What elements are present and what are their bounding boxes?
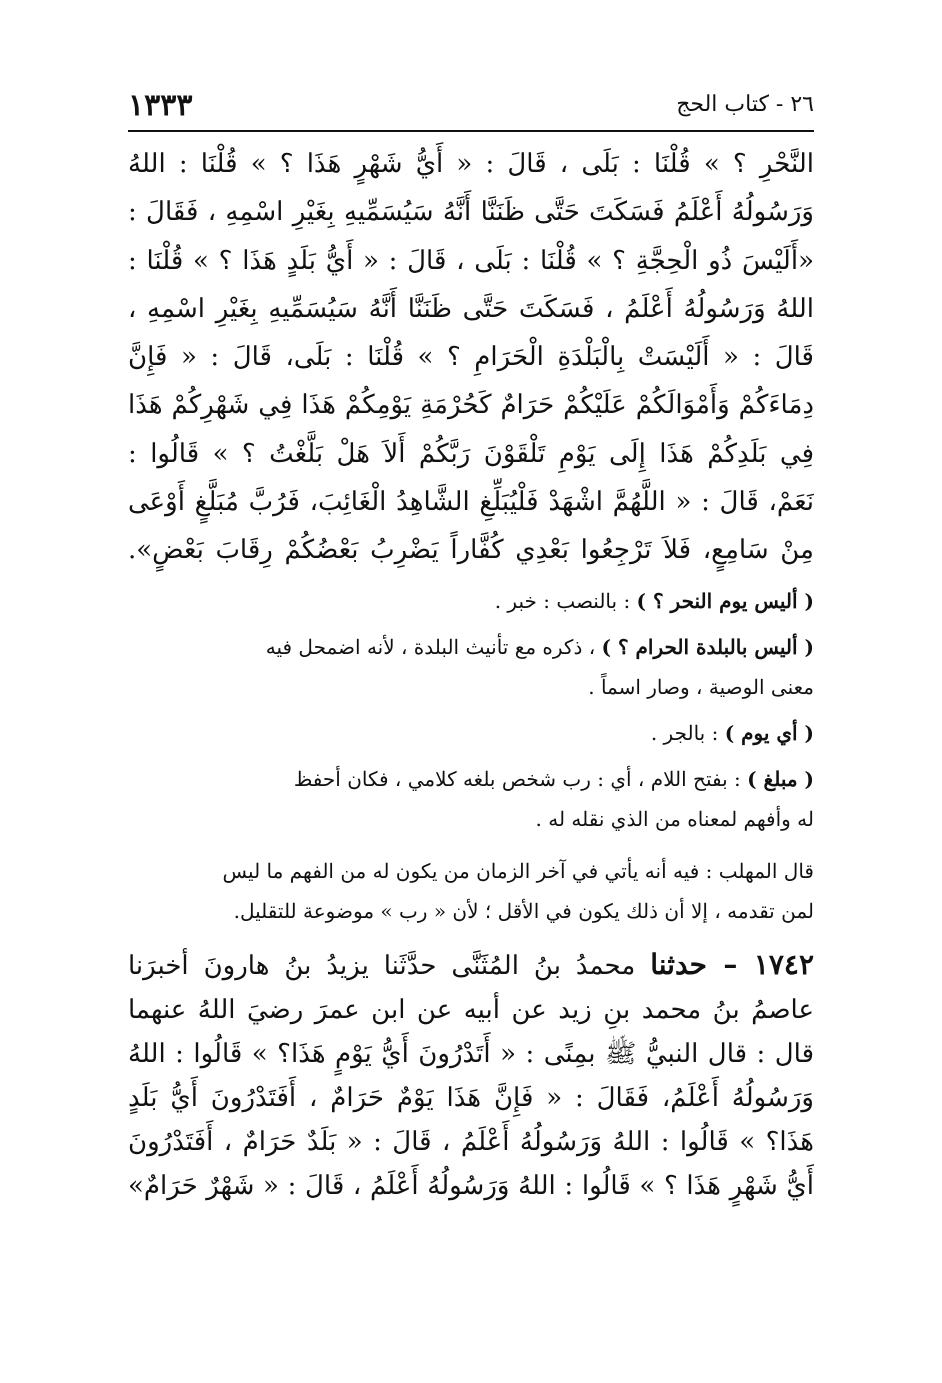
hadith-line: «أَلَيْسَ ذُو الْحِجَّةِ ؟ » قُلْنَا : بَلَى ، قَالَ : « أَيُّ بَلَدٍ هَذَا ؟ » قُلْنَا : <box>128 245 814 276</box>
hadith-line: مِنْ سَامِعٍ، فَلاَ تَرْجِعُوا بَعْدِي كُفَّاراً يَضْرِبُ بَعْضُكُمْ رِقَابَ بَعْضٍ». <box>128 535 814 566</box>
note-text: : بالنصب : خبر . <box>494 588 637 613</box>
hadith-line: قَالَ : « أَلَيْسَتْ بِالْبَلْدَةِ الْحَرَامِ ؟ » قُلْنَا : بَلَى، قَالَ : « فَإِنَّ <box>128 342 814 373</box>
note-text: : بفتح اللام ، أي : رب شخص بلغه كلامي ، فكان أحفظ <box>293 766 748 791</box>
hadith-line: وَرَسُولُهُ أَعْلَمُ، فَقَالَ : « فَإِنَّ هَذَا يَوْمٌ حَرَامٌ ، أَفَتَدْرُونَ أَيُّ بَلَدٍ <box>128 1082 814 1113</box>
hadith-1742 <box>128 943 814 1208</box>
note <box>128 713 814 753</box>
running-title: ٢٦ - كتاب الحج <box>676 92 814 117</box>
note-text: : بالجر . <box>650 720 725 745</box>
note-keyword: ( مبلغ ) <box>747 766 814 791</box>
note <box>128 759 814 839</box>
note-text: ، ذكره مع تأنيث البلدة ، لأنه اضمحل فيه <box>265 634 602 659</box>
note <box>128 581 814 621</box>
hadith-text: محمدُ بنُ المُثَنَّى حدَّثَنا يزيدُ بنُ هارونَ أخبرَنا <box>128 950 651 981</box>
note-keyword: ( أليس يوم النحر ؟ ) <box>636 588 814 613</box>
note-text: له وأفهم لمعناه من الذي نقله له . <box>535 806 814 831</box>
explanatory-notes <box>128 581 814 839</box>
note-keyword: ( أي يوم ) <box>724 720 814 745</box>
hadith-line: قال : قال النبيُّ ﷺ بمِنًى : « أَتَدْرُونَ أَيُّ يَوْمٍ هَذَا؟ » قَالُوا : اللهُ <box>128 1038 814 1069</box>
hadith-line: فِي بَلَدِكُمْ هَذَا إِلَى يَوْمِ تَلْقَوْنَ رَبَّكُمْ أَلاَ هَلْ بَلَّغْتُ ؟ » قَالُوا : <box>128 438 814 469</box>
hadith-line: النَّحْرِ ؟ » قُلْنَا : بَلَى ، قَالَ : « أَيُّ شَهْرٍ هَذَا ؟ » قُلْنَا : اللهُ <box>128 149 814 179</box>
header-rule <box>128 130 814 132</box>
hadith-line: أَيُّ شَهْرٍ هَذَا ؟ » قَالُوا : اللهُ وَرَسُولُهُ أَعْلَمُ ، قَالَ : « شَهْرٌ حَرَامٌ» <box>128 1170 814 1201</box>
hadith-line: اللهُ وَرَسُولُهُ أَعْلَمُ ، فَسَكَتَ حَتَّى ظَنَنَّا أَنَّهُ سَيُسَمِّيهِ بِغَيْرِ اسْمِهِ ، <box>128 293 814 324</box>
hadith-line: نَعَمْ، قَالَ : « اللَّهُمَّ اشْهَدْ فَلْيُبَلِّغِ الشَّاهِدُ الْغَائِبَ، فَرُبَّ مُبَلَّغٍ أَوْعَى <box>128 487 814 518</box>
hadith-line: عاصمُ بنُ محمد بنِ زيد عن أبيه عن ابن عمرَ رضيَ اللهُ عنهما <box>128 994 814 1025</box>
note-text: معنى الوصية ، وصار اسماً . <box>588 674 814 699</box>
page-content <box>128 140 814 1208</box>
page-number: ١٣٣٣ <box>128 88 193 123</box>
note-keyword: ( أليس بالبلدة الحرام ؟ ) <box>601 634 814 659</box>
hadith-line: دِمَاءَكُمْ وَأَمْوَالَكُمْ عَلَيْكُمْ حَرَامٌ كَحُرْمَةِ يَوْمِكُمْ هَذَا فِي شَهْرِكُمْ هَذَا <box>128 390 814 421</box>
commentary-line: قال المهلب : فيه أنه يأتي في آخر الزمان من يكون له من الفهم ما ليس <box>222 858 814 883</box>
note <box>128 627 814 707</box>
hadith-line: وَرَسُولُهُ أَعْلَمُ فَسَكَتَ حَتَّى ظَنَنَّا أَنَّهُ سَيُسَمِّيهِ بِغَيْرِ اسْمِهِ ، فَقَالَ : <box>128 197 814 228</box>
hadith-number: ١٧٤٢ – حدثنا <box>650 947 814 981</box>
commentary-line: لمن تقدمه ، إلا أن ذلك يكون في الأقل ؛ لأن « رب » موضوعة للتقليل. <box>233 898 814 923</box>
hadith-continuation <box>128 140 814 575</box>
page-header <box>128 88 814 128</box>
hadith-line: هَذَا؟ » قَالُوا : اللهُ وَرَسُولُهُ أَعْلَمُ ، قَالَ : « بَلَدٌ حَرَامٌ ، أَفَتَدْرُونَ <box>128 1126 814 1157</box>
commentary <box>128 851 814 931</box>
